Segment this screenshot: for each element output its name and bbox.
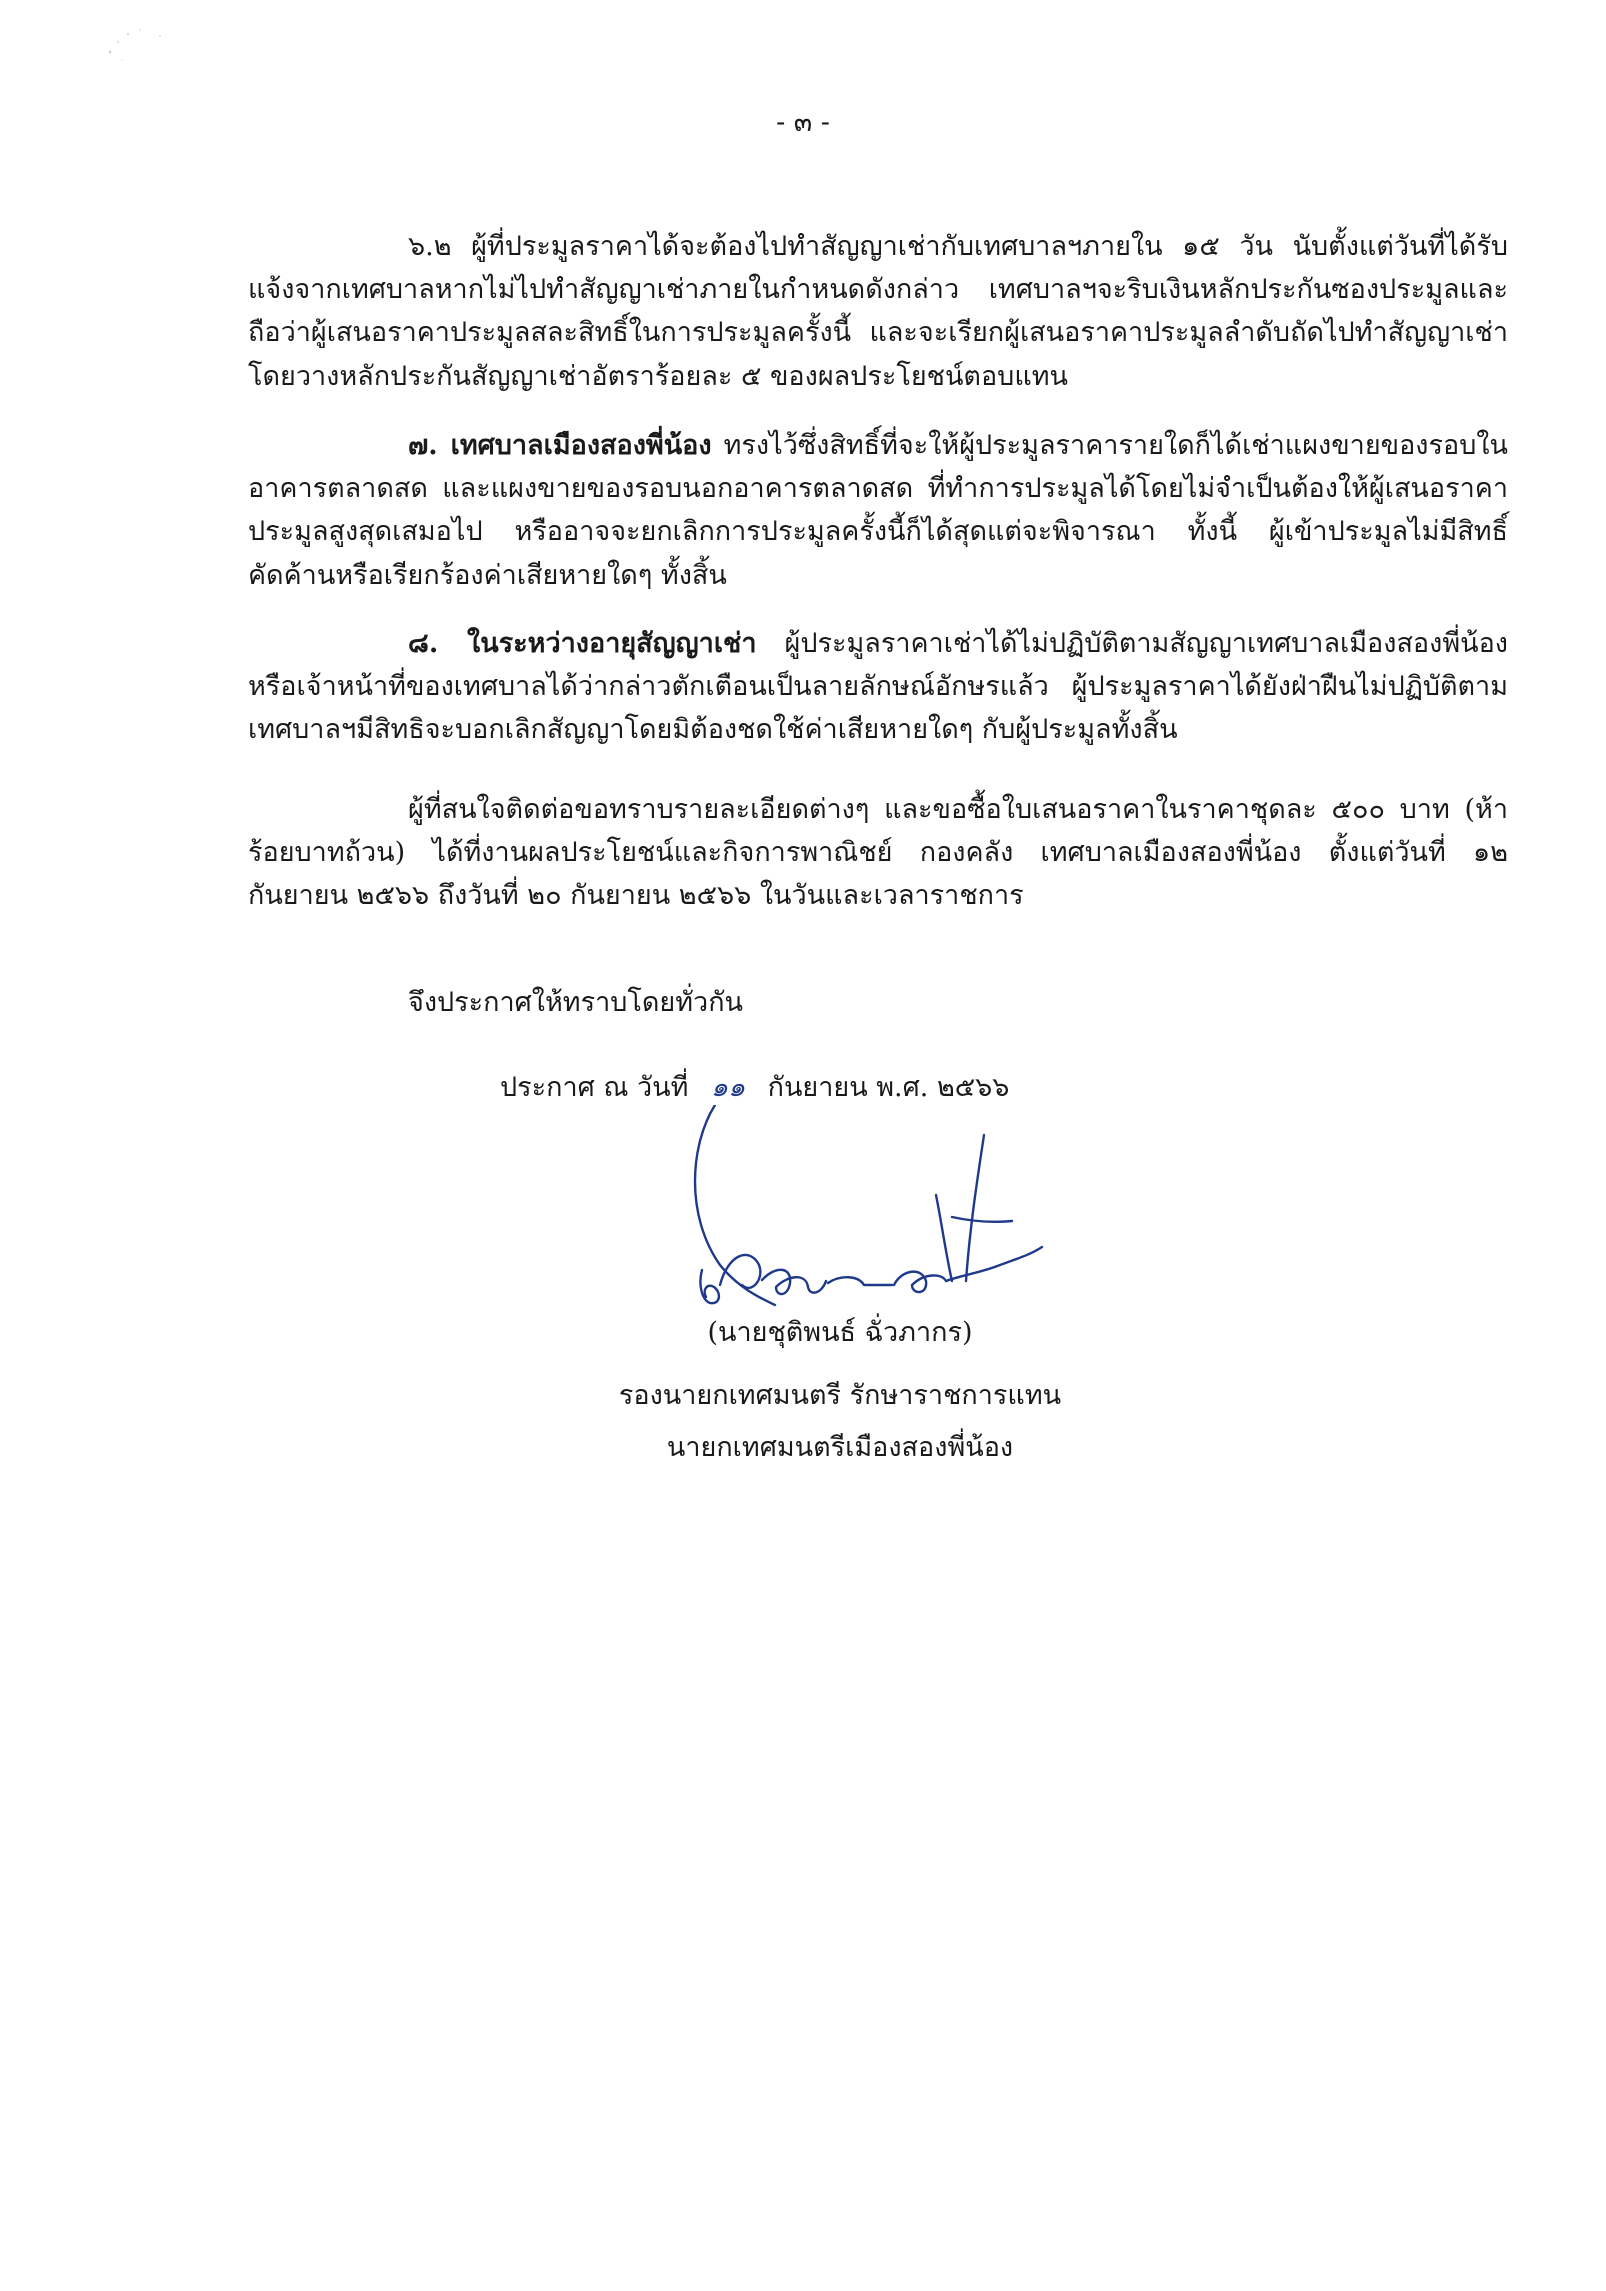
clause-8 [248,622,1508,752]
clause-7 [248,424,1508,597]
signer-office: นายกเทศมนตรีเมืองสองพี่น้อง [666,1432,1014,1463]
closing-line: จึงประกาศให้ทราบโดยทั่วกัน [408,987,743,1018]
contact-info-text: ผู้ที่สนใจติดต่อขอทราบรายละเอียดต่างๆ และขอซื้อใบเสนอราคาในราคาชุดละ ๕๐๐ บาท (ห้าร้อยบาทถ้วน) ได้ที่งานผลประโยชน์และกิจการพาณิชย์ กองคลัง เทศบาลเมืองสองพี่น้อง ตั้งแต่วันที่ ๑๒ กันยายน ๒๕๖๖ ถึงวันที่ ๒๐ กันยายน ๒๕๖๖ ในวันและเวลาราชการ [248,794,1508,912]
clause-8-text: ผู้ประมูลราคาเช่าได้ไม่ปฏิบัติตามสัญญาเทศบาลเมืองสองพี่น้องหรือเจ้าหน้าที่ของเทศบาลได้ว่ากล่าวตักเตือนเป็นลายลักษณ์อักษรแล้ว ผู้ประมูลราคาได้ยังฝ่าฝืนไม่ปฏิบัติตามเทศบาลฯมีสิทธิจะบอกเลิกสัญญาโดยมิต้องชดใช้ค่าเสียหายใดๆ กับผู้ประมูลทั้งสิ้น [248,628,1508,746]
date-prefix: ประกาศ ณ วันที่ [500,1072,689,1103]
clause-6-2 [248,225,1508,398]
signer-name: (นายชุติพนธ์ ฉั่วภากร) [707,1317,973,1348]
date-day: ๑๑ [710,1072,746,1103]
clause-7-heading: ๗. เทศบาลเมืองสองพี่น้อง [408,430,712,461]
clause-8-heading: ๘. ในระหว่างอายุสัญญาเช่า [408,628,757,659]
page-number: - ๓ - [776,107,830,138]
date-suffix: กันยายน พ.ศ. ๒๕๖๖ [767,1072,1010,1103]
clause-6-2-text: ๖.๒ ผู้ที่ประมูลราคาได้จะต้องไปทำสัญญาเช่ากับเทศบาลฯภายใน ๑๕ วัน นับตั้งแต่วันที่ได้รับแจ้งจากเทศบาลหากไม่ไปทำสัญญาเช่าภายในกำหนดดังกล่าว เทศบาลฯจะริบเงินหลักประกันซองประมูลและถือว่าผู้เสนอราคาประมูลสละสิทธิ์ในการประมูลครั้งนี้ และจะเรียกผู้เสนอราคาประมูลลำดับถัดไปทำสัญญาเช่า โดยวางหลักประกันสัญญาเช่าอัตราร้อยละ ๕ ของผลประโยชน์ตอบแทน [248,231,1508,392]
announcement-date [500,1065,1009,1108]
clause-7-text: ทรงไว้ซึ่งสิทธิ์ที่จะให้ผู้ประมูลราคารายใดก็ได้เช่าแผงขายของรอบในอาคารตลาดสด และแผงขายของรอบนอกอาคารตลาดสด ที่ทำการประมูลได้โดยไม่จำเป็นต้องให้ผู้เสนอราคาประมูลสูงสุดเสมอไป หรืออาจจะยกเลิกการประมูลครั้งนี้ก็ได้สุดแต่จะพิจารณา ทั้งนี้ ผู้เข้าประมูลไม่มีสิทธิ์คัดค้านหรือเรียกร้องค่าเสียหายใดๆ ทั้งสิ้น [248,430,1508,591]
clause-7-paragraph [248,424,1508,597]
scan-artifact [100,22,180,72]
signer-position: รองนายกเทศมนตรี รักษาราชการแทน [618,1380,1062,1411]
contact-info [248,788,1508,918]
handwritten-signature [680,1105,1100,1335]
clause-8-paragraph [248,622,1508,752]
